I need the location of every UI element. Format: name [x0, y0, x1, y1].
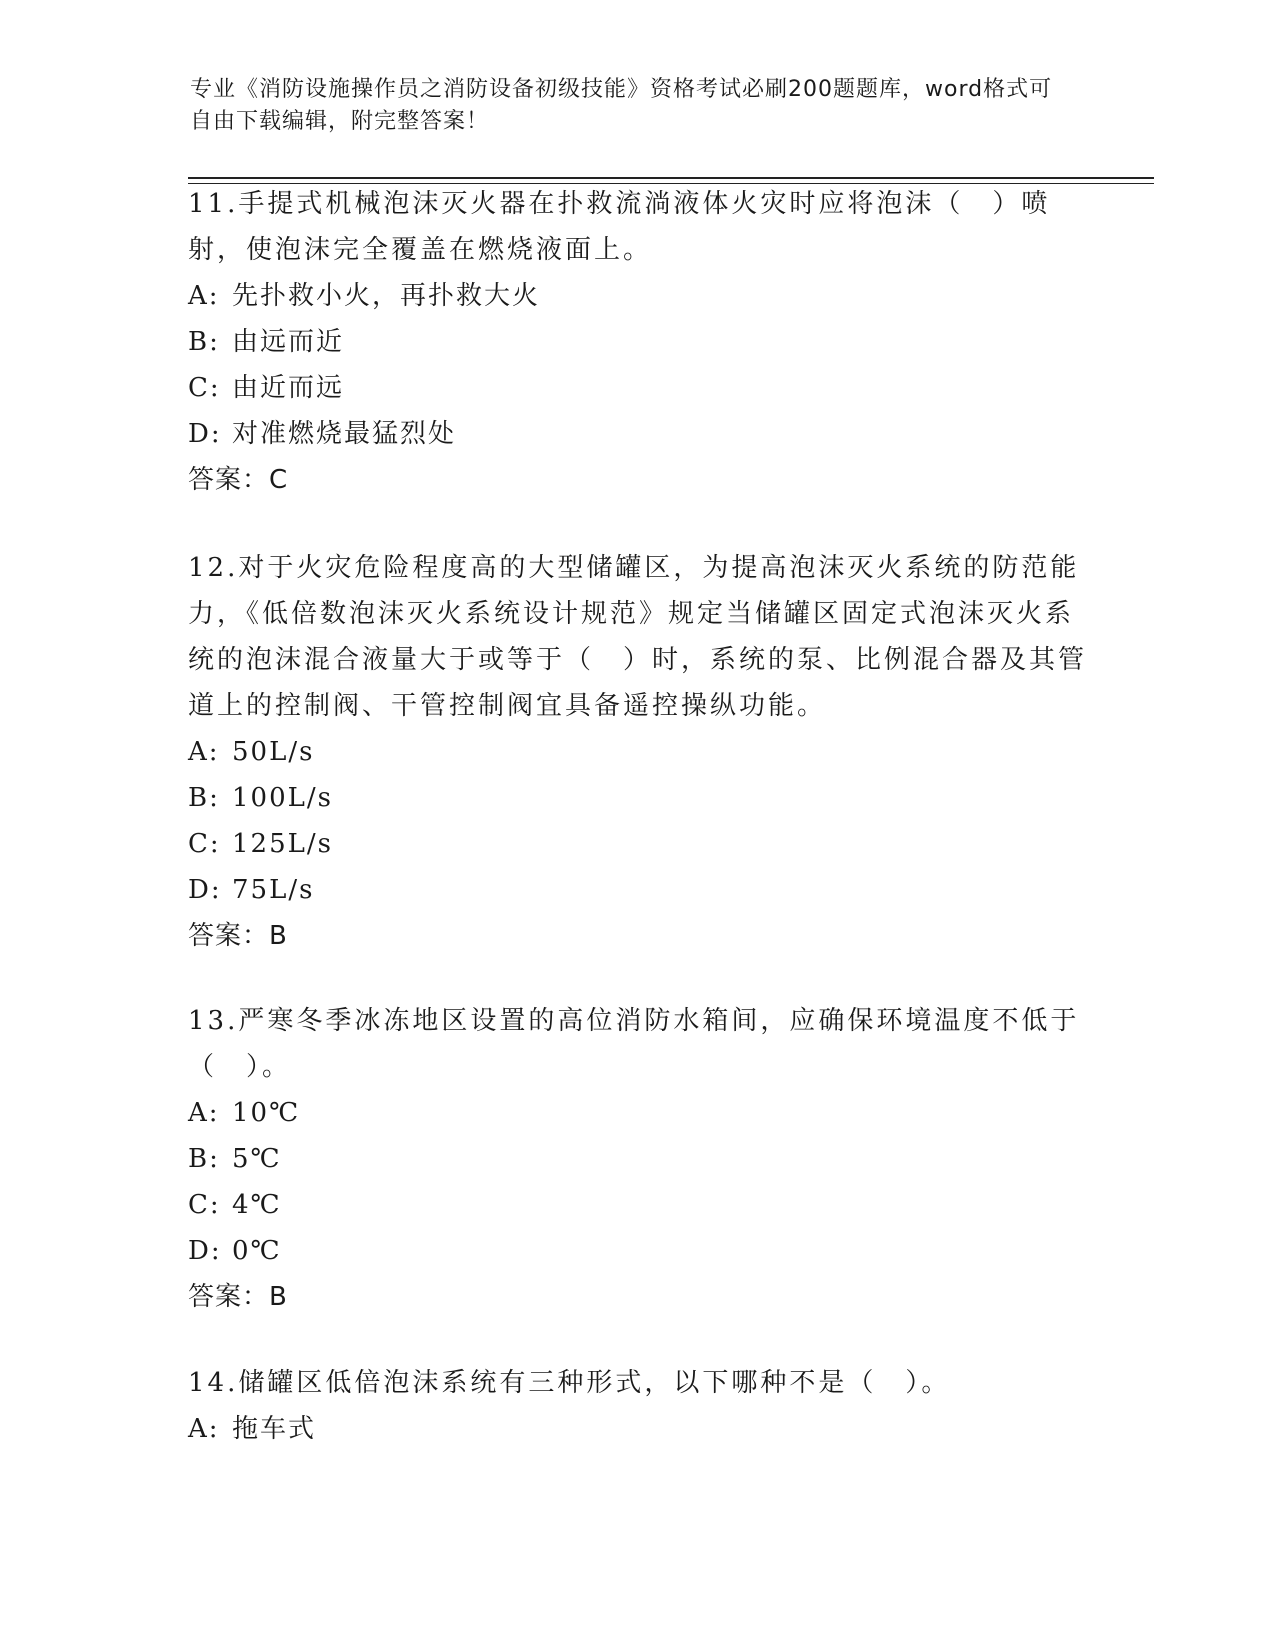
- option-b: [188, 775, 1088, 821]
- option-text: 10℃: [232, 1098, 301, 1128]
- question-stem: 12.对于火灾危险程度高的大型储罐区，为提高泡沫灭火系统的防范能力，《低倍数泡沫灭火系统设计规范》规定当储罐区固定式泡沫灭火系统的泡沫混合液量大于或等于（ ）时，系统的泵、比例混合器及其管道上的控制阀、干管控制阀宜具备遥控操纵功能。: [188, 553, 1088, 721]
- option-key: A:: [188, 1414, 220, 1444]
- option-key: A:: [188, 1098, 220, 1128]
- document-header: 专业《消防设施操作员之消防设备初级技能》资格考试必刷200题题库，word格式可自由下载编辑，附完整答案！: [190, 77, 1053, 134]
- option-key: A:: [188, 281, 220, 311]
- option-text: 100L/s: [232, 783, 333, 813]
- question-13: [188, 998, 1088, 1320]
- answer-line: 答案：C: [188, 465, 289, 495]
- option-text: 对准燃烧最猛烈处: [232, 419, 457, 449]
- question-12: [188, 545, 1088, 959]
- option-key: C:: [188, 1190, 221, 1220]
- option-c: [188, 1182, 1088, 1228]
- option-text: 拖车式: [232, 1414, 317, 1444]
- question-stem: 11.手提式机械泡沫灭火器在扑救流淌液体火灾时应将泡沫（ ）喷射，使泡沫完全覆盖在燃烧液面上。: [188, 189, 1051, 265]
- option-text: 0℃: [232, 1236, 282, 1266]
- option-text: 50L/s: [232, 737, 315, 767]
- option-text: 先扑救小火，再扑救大火: [232, 281, 541, 311]
- question-stem: 13.严寒冬季冰冻地区设置的高位消防水箱间，应确保环境温度不低于（ ）。: [188, 1006, 1080, 1082]
- answer-line: 答案：B: [188, 921, 288, 951]
- option-d: [188, 1228, 1088, 1274]
- option-text: 125L/s: [232, 829, 333, 859]
- option-d: [188, 867, 1088, 913]
- option-text: 由近而远: [232, 373, 345, 403]
- option-key: C:: [188, 373, 221, 403]
- option-a: [188, 1090, 1088, 1136]
- option-b: [188, 1136, 1088, 1182]
- option-key: C:: [188, 829, 221, 859]
- option-key: B:: [188, 783, 220, 813]
- question-stem: 14.储罐区低倍泡沫系统有三种形式，以下哪种不是（ ）。: [188, 1368, 951, 1398]
- option-a: [188, 273, 1088, 319]
- option-key: D:: [188, 419, 222, 449]
- answer-line: 答案：B: [188, 1282, 288, 1312]
- question-14: [188, 1360, 1088, 1452]
- option-text: 由远而近: [232, 327, 345, 357]
- option-text: 5℃: [232, 1144, 282, 1174]
- header-divider-thick: [188, 177, 1154, 179]
- option-text: 75L/s: [232, 875, 315, 905]
- option-a: [188, 1406, 1088, 1452]
- question-11: [188, 181, 1088, 503]
- option-c: [188, 821, 1088, 867]
- option-key: A:: [188, 737, 220, 767]
- option-text: 4℃: [232, 1190, 282, 1220]
- option-key: B:: [188, 327, 220, 357]
- option-d: [188, 411, 1088, 457]
- option-b: [188, 319, 1088, 365]
- option-a: [188, 729, 1088, 775]
- option-key: B:: [188, 1144, 220, 1174]
- option-key: D:: [188, 875, 222, 905]
- option-c: [188, 365, 1088, 411]
- option-key: D:: [188, 1236, 222, 1266]
